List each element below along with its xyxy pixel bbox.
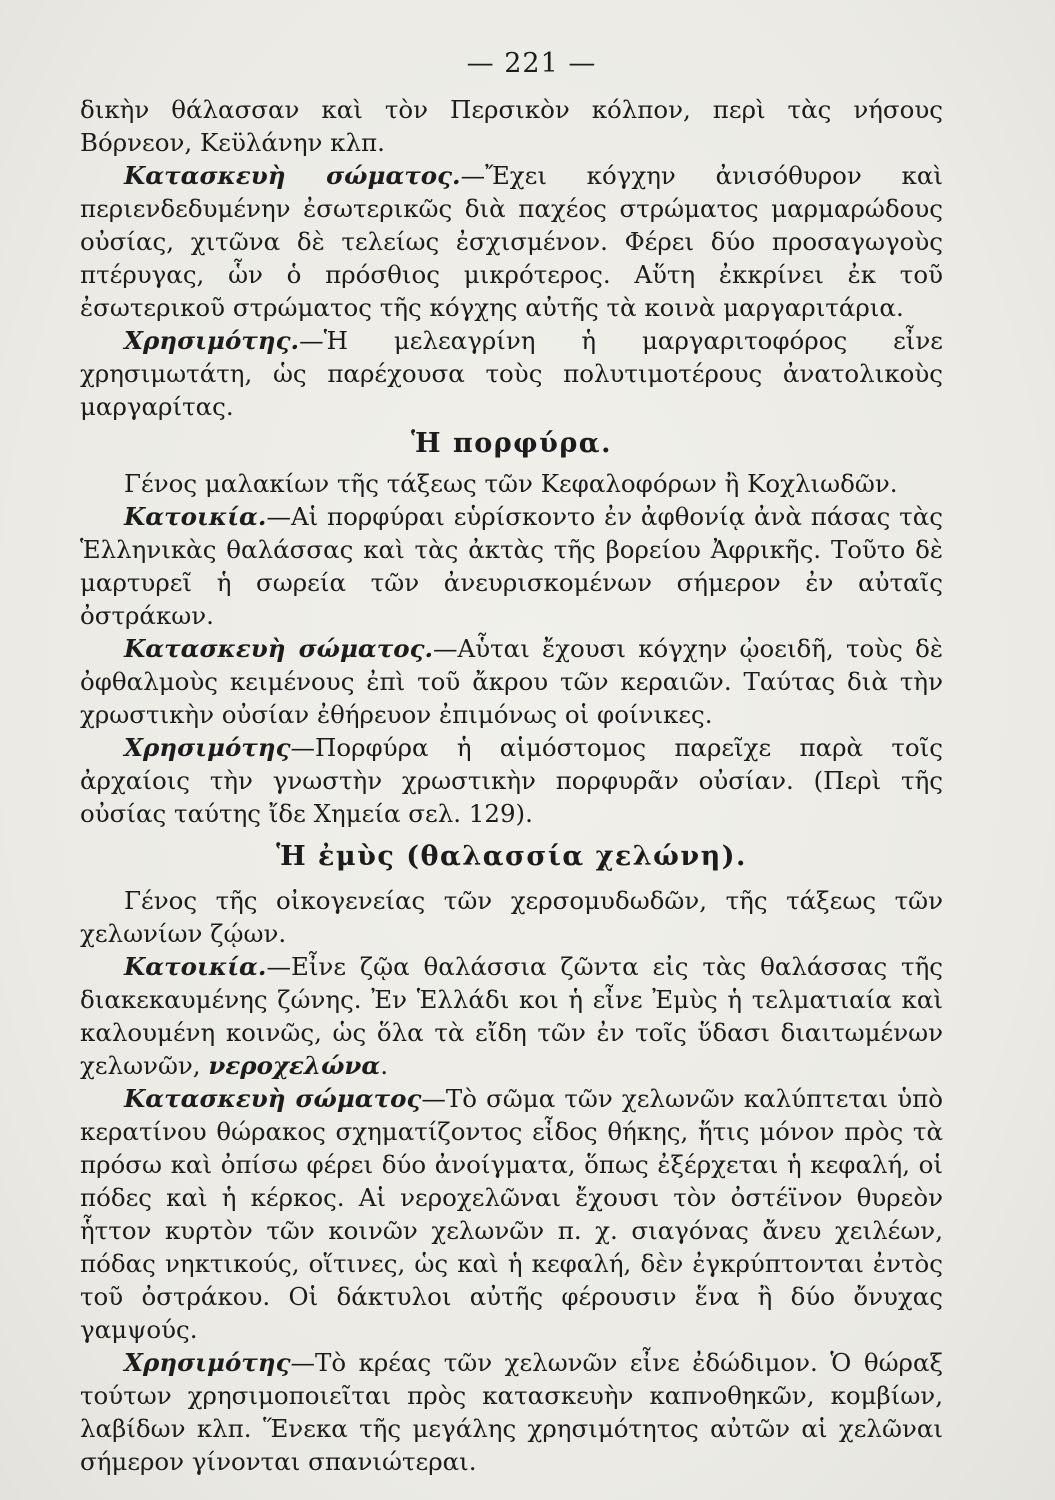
section-label: Κατοικία. — [124, 502, 267, 531]
paragraph-text: Γένος μαλακίων τῆς τάξεως τῶν Κεφαλοφόρων ἢ Κοχλιωδῶν. — [124, 469, 898, 498]
section-label: Κατοικία. — [124, 952, 267, 981]
paragraph-text: —Τὸ κρέας τῶν χελωνῶν εἶνε ἐδώδιμον. Ὁ θώραξ τούτων χρησιμοποιεῖται πρὸς κατασκευὴν καπνοθηκῶν, κομβίων, λαβίδων κλπ. Ἕνεκα τῆς μεγάλης χρησιμότητος αὐτῶν αἱ χελῶναι σήμερον γίνονται σπανιώτεραι. — [80, 1348, 943, 1476]
paragraph-body-structure — [80, 1082, 943, 1346]
paragraph-text: —Αὗται ἔχουσι κόγχην ᾠοειδῆ, τοὺς δὲ ὀφθαλμοὺς κειμένους ἐπὶ τοῦ ἄκρου τῶν κεραιῶν. Ταύτας διὰ τὴν χρωστικὴν οὐσίαν ἐθήρευον ἐπιμόνως οἱ φοίνικες. — [80, 634, 943, 729]
section-heading-porphyra: Ἡ πορφύρα. — [411, 428, 612, 459]
paragraph-text: —Ἡ μελεαγρίνη ἡ μαργαριτοφόρος εἶνε χρησιμωτάτη, ὡς παρέχουσα τοὺς πολυτιμοτέρους ἀνατολικοὺς μαργαρίτας. — [80, 326, 943, 421]
emphasized-term: νεροχελώνα — [208, 1051, 381, 1080]
paragraph-text: —Τὸ σῶμα τῶν χελωνῶν καλύπτεται ὑπὸ κερατίνου θώρακος σχηματίζοντος εἶδος θήκης, ἥτις μόνον πρὸς τὰ πρόσω καὶ ὀπίσω φέρει δύο ἀνοίγματα, ὅπως ἐξέρχεται ἡ κεφαλή, οἱ πόδες καὶ ἡ κέρκος. Αἱ νεροχελῶναι ἔχουσι τὸν ὀστέϊνον θυρεὸν ἧττον κυρτὸν τῶν κοινῶν χελωνῶν π. χ. σιαγόνας ἄνευ χειλέων, πόδας νηκτικούς, οἵτινες, ὡς καὶ ἡ κεφαλή, δὲν ἐγκρύπτονται ἐντὸς τοῦ ὀστράκου. Οἱ δάκτυλοι αὐτῆς φέρουσιν ἕνα ἢ δύο ὄνυχας γαμψούς. — [80, 1084, 943, 1344]
paragraph-text: —Αἱ πορφύραι εὑρίσκοντο ἐν ἀφθονίᾳ ἀνὰ πάσας τὰς Ἑλληνικὰς θαλάσσας καὶ τὰς ἀκτὰς τῆς βορείου Ἀφρικῆς. Τοῦτο δὲ μαρτυρεῖ ἡ σωρεία τῶν ἀνευρισκομένων σήμερον ἐν αὐταῖς ὀστράκων. — [80, 502, 943, 630]
section-label: Χρησιμότης — [124, 1348, 291, 1377]
page-number: — 221 — — [466, 48, 597, 79]
paragraph-intro — [80, 93, 943, 159]
paragraph-text: δικὴν θάλασσαν καὶ τὸν Περσικὸν κόλπον, περὶ τὰς νήσους Βόρνεον, Κεϋλάνην κλπ. — [80, 95, 943, 157]
section-label: Χρησιμότης. — [124, 326, 300, 355]
paragraph-usefulness — [80, 324, 943, 423]
paragraph-habitat — [80, 950, 943, 1082]
section-label: Κατασκευὴ σώματος. — [124, 634, 434, 663]
paragraph-genus — [80, 884, 943, 950]
section-label: Χρησιμότης — [124, 733, 291, 762]
paragraph-text: —Πορφύρα ἡ αἱμόστομος παρεῖχε παρὰ τοῖς ἀρχαίοις τὴν γνωστὴν χρωστικὴν πορφυρᾶν οὐσίαν. (Περὶ τῆς οὐσίας ταύτης ἴδε Χημεία σελ. 129). — [80, 733, 943, 828]
paragraph-usefulness — [80, 731, 943, 830]
paragraph-body-structure — [80, 632, 943, 731]
section-label: Κατασκευὴ σώματος — [124, 1084, 422, 1113]
paragraph-text: —Εἶνε ζῷα θαλάσσια ζῶντα εἰς τὰς θαλάσσας τῆς διακεκαυμένης ζώνης. Ἐν Ἑλλάδι κοι ἡ εἶνε Ἐμὺς ἡ τελματιαία καὶ καλουμένη κοινῶς, ὡς ὅλα τὰ εἴδη τῶν ἐν τοῖς ὕδασι διαιτωμένων χελωνῶν, — [80, 952, 943, 1080]
paragraph-text: —Ἔχει κόγχην ἀνισόθυρον καὶ περιενδεδυμένην ἐσωτερικῶς διὰ παχέος στρώματος μαρμαρώδους οὐσίας, χιτῶνα δὲ τελείως ἐσχισμένον. Φέρει δύο προσαγωγοὺς πτέρυγας, ὧν ὁ πρόσθιος μικρότερος. Αὕτη ἐκκρίνει ἐκ τοῦ ἐσωτερικοῦ στρώματος τῆς κόγχης αὐτῆς τὰ κοινὰ μαργαριτάρια. — [80, 161, 943, 322]
paragraph-text: Γένος τῆς οἰκογενείας τῶν χερσομυδωδῶν, τῆς τάξεως τῶν χελωνίων ζῴων. — [80, 886, 943, 948]
paragraph-habitat — [80, 500, 943, 632]
section-heading-emys: Ἡ ἐμὺς (θαλασσία χελώνη). — [276, 841, 747, 872]
paragraph-genus — [80, 467, 943, 500]
section-label: Κατασκευὴ σώματος. — [124, 161, 461, 190]
paragraph-usefulness — [80, 1346, 943, 1478]
paragraph-text: . — [380, 1051, 389, 1080]
paragraph-body-structure — [80, 159, 943, 324]
